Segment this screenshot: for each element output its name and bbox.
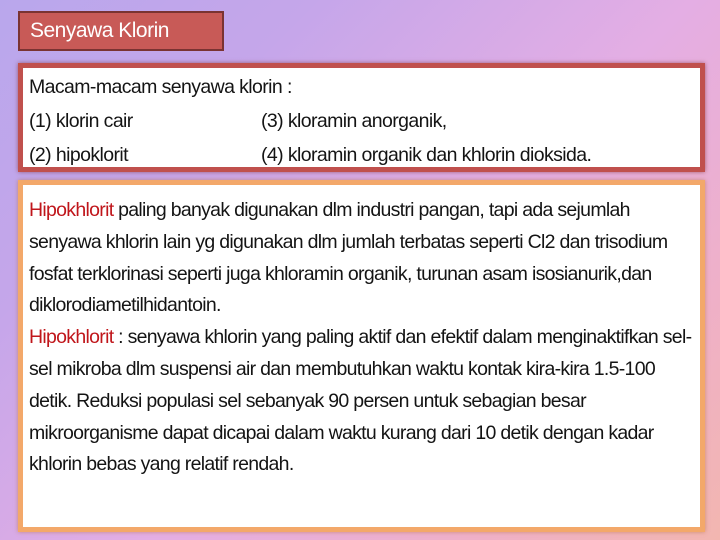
paragraph-2 bbox=[29, 322, 692, 481]
paragraph-1 bbox=[29, 195, 692, 322]
slide-title: Senyawa Klorin bbox=[18, 11, 224, 51]
paragraph-2-text: : senyawa khlorin yang paling aktif dan efektif dalam menginaktifkan sel-sel mikroba dlm suspensi air dan membutuhkan waktu kontak kira-kira 1.5-100 detik. Reduksi populasi sel sebanyak 90 persen untuk sebagian besar mikroorganisme dapat dicapai dalam waktu kurang dari 10 detik dengan kadar khlorin bebas yang relatif rendah. bbox=[29, 326, 692, 476]
description-box bbox=[18, 180, 705, 532]
compound-item-3: (3) kloramin anorganik, bbox=[261, 110, 447, 132]
compounds-row-2 bbox=[29, 138, 694, 172]
compound-item-1: (1) klorin cair bbox=[29, 110, 133, 132]
compound-item-2: (2) hipoklorit bbox=[29, 144, 128, 166]
highlight-term-2: Hipokhlorit bbox=[29, 326, 114, 349]
compounds-list-box bbox=[18, 63, 705, 172]
compound-item-4: (4) kloramin organik dan khlorin dioksida. bbox=[261, 144, 592, 166]
highlight-term-1: Hipokhlorit bbox=[29, 199, 114, 221]
compounds-row-1 bbox=[29, 104, 694, 138]
paragraph-1-text: paling banyak digunakan dlm industri pangan, tapi ada sejumlah senyawa khlorin lain yg digunakan dlm jumlah terbatas seperti Cl2 dan trisodium fosfat terklorinasi seperti juga khloramin organik, turunan asam isosianurik,dan diklorodiametilhidantoin. bbox=[29, 199, 668, 317]
compounds-intro: Macam-macam senyawa klorin : bbox=[29, 76, 292, 98]
